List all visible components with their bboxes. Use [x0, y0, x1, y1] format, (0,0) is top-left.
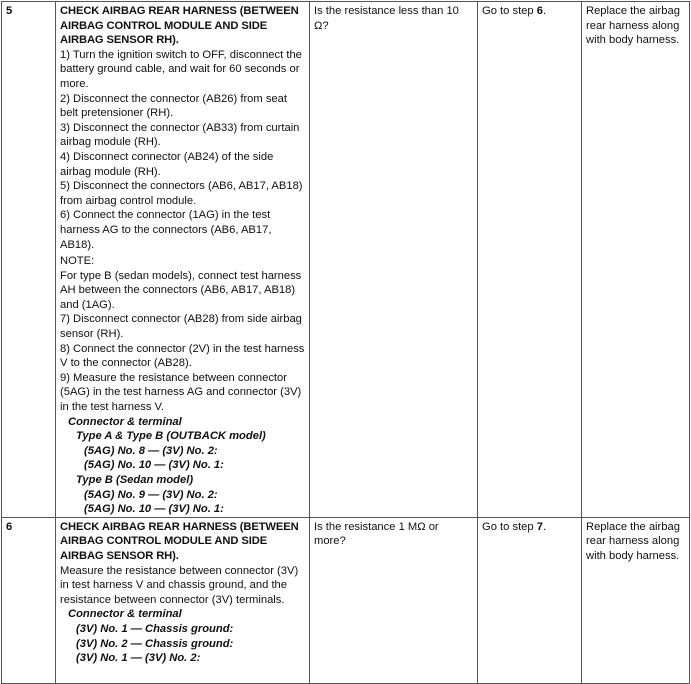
- instruction-7: 7) Disconnect connector (AB28) from side airbag sensor (RH).: [60, 313, 302, 341]
- yes-cell: [478, 2, 582, 518]
- table-row: [2, 2, 690, 518]
- table-row: [2, 517, 690, 683]
- question-text: Is the resistance less than 10 Ω?: [314, 5, 459, 32]
- connector-terminal-line: (3V) No. 2 — Chassis ground:: [76, 637, 234, 650]
- yes-prefix: Go to step: [482, 520, 537, 533]
- question-text: Is the resistance 1 MΩ or more?: [314, 520, 439, 548]
- step-title: CHECK AIRBAG REAR HARNESS (BETWEEN AIRBAG CONTROL MODULE AND SIDE AIRBAG SENSOR RH).: [60, 5, 299, 47]
- instruction-4: 4) Disconnect connector (AB24) of the side airbag module (RH).: [60, 150, 274, 178]
- instruction-8: 8) Connect the connector (2V) in the test harness V to the connector (AB28).: [60, 342, 305, 370]
- instruction-9: 9) Measure the resistance between connector (5AG) in the test harness AG and connector (3V) in the test harness V.: [60, 371, 302, 414]
- yes-suffix: .: [542, 5, 547, 17]
- instruction-3: 3) Disconnect the connector (AB33) from curtain airbag module (RH).: [60, 121, 300, 149]
- yes-step-link[interactable]: 6: [536, 5, 543, 17]
- instruction-text: Measure the resistance between connector (3V) in test harness V and chassis ground, and the resistance between connector (3V) terminals.: [60, 564, 299, 606]
- yes-cell: [478, 517, 582, 683]
- yes-action: [482, 5, 546, 17]
- connector-terminal-heading: Connector & terminal: [68, 415, 182, 428]
- connector-terminal-line: (5AG) No. 8 — (3V) No. 2:: [84, 444, 218, 457]
- connector-terminal-heading: Connector & terminal: [68, 608, 182, 621]
- check-cell: [56, 2, 310, 518]
- no-cell: [582, 517, 690, 683]
- connector-terminal-line: (5AG) No. 10 — (3V) No. 1:: [84, 459, 224, 472]
- step-title: CHECK AIRBAG REAR HARNESS (BETWEEN AIRBAG CONTROL MODULE AND SIDE AIRBAG SENSOR RH).: [60, 520, 299, 562]
- connector-terminal-line: (5AG) No. 9 — (3V) No. 2:: [84, 488, 218, 501]
- instruction-6: 6) Connect the connector (1AG) in the test harness AG to the connectors (AB6, AB17, AB18).: [60, 209, 272, 251]
- step-number-cell: [2, 2, 56, 518]
- diagnostic-step-table: [1, 1, 690, 684]
- note-label: NOTE:: [60, 255, 95, 268]
- instruction-1: 1) Turn the ignition switch to OFF, disconnect the battery ground cable, and wait for 60 seconds or more.: [60, 48, 302, 90]
- connector-type-label: Type B (Sedan model): [76, 474, 194, 486]
- check-cell: [56, 517, 310, 683]
- yes-step-link[interactable]: 7: [536, 520, 543, 533]
- connector-terminal-line: (5AG) No. 10 — (3V) No. 1:: [84, 503, 224, 516]
- connector-terminal-line: (3V) No. 1 — (3V) No. 2:: [76, 652, 201, 665]
- note-text: For type B (sedan models), connect test harness AH between the connectors (AB6, AB17, AB18) and (1AG).: [60, 269, 302, 311]
- no-action: Replace the airbag rear harness along with body harness.: [586, 520, 680, 562]
- no-cell: [582, 2, 690, 518]
- connector-type-label: Type A & Type B (OUTBACK model): [76, 430, 266, 443]
- question-cell: [310, 517, 478, 683]
- no-action: Replace the airbag rear harness along with body harness.: [586, 5, 680, 47]
- yes-action: [482, 521, 546, 533]
- step-number: 5: [6, 5, 13, 17]
- question-cell: [310, 2, 478, 518]
- instruction-5: 5) Disconnect the connectors (AB6, AB17, AB18) from airbag control module.: [60, 180, 303, 207]
- yes-suffix: .: [542, 520, 547, 533]
- connector-terminal-line: (3V) No. 1 — Chassis ground:: [76, 622, 234, 635]
- instruction-2: 2) Disconnect the connector (AB26) from seat belt pretensioner (RH).: [60, 92, 287, 120]
- step-number-cell: [2, 517, 56, 683]
- yes-prefix: Go to step: [482, 5, 537, 17]
- step-number: 6: [6, 520, 13, 533]
